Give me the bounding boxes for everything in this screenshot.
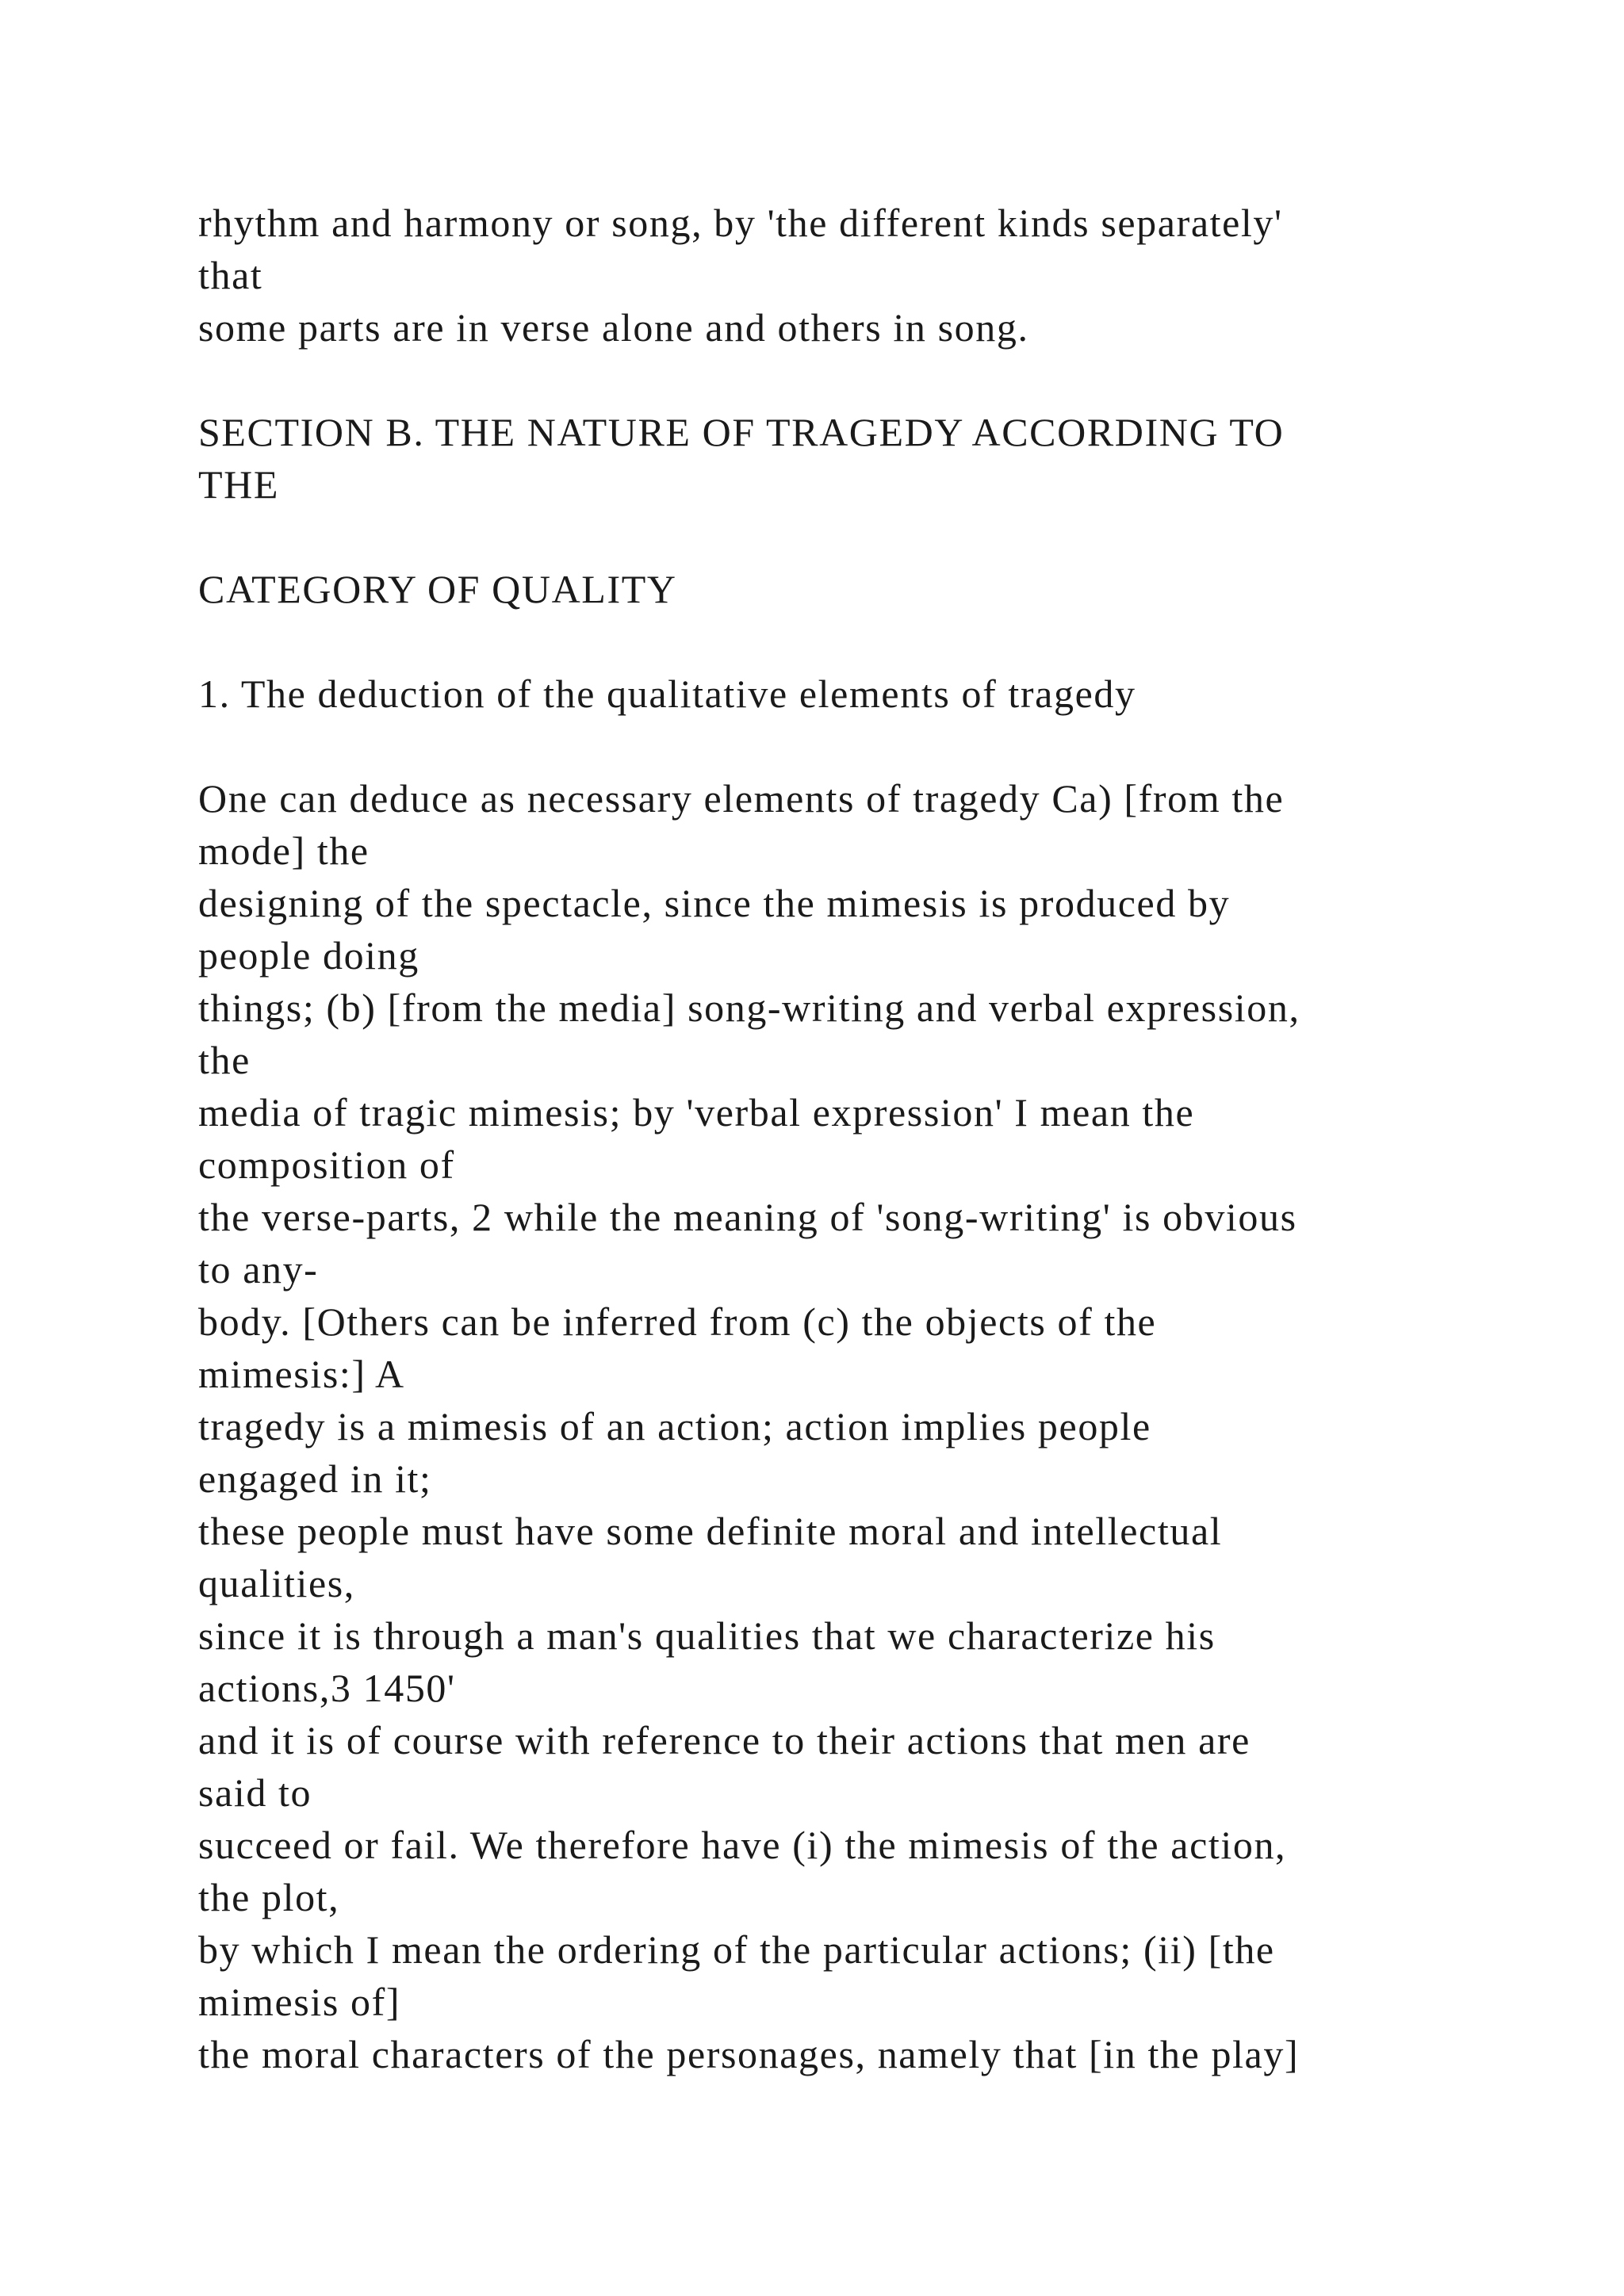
text-line: tragedy is a mimesis of an action; action implies people (198, 1404, 1151, 1448)
paragraph-intro (198, 197, 1546, 354)
text-line: the verse-parts, 2 while the meaning of 'song-writing' is obvious (198, 1195, 1297, 1239)
section-heading (198, 406, 1546, 511)
text-line: to any- (198, 1247, 319, 1292)
text-line: composition of (198, 1142, 455, 1187)
text-line: and it is of course with reference to their actions that men are (198, 1718, 1251, 1762)
text-line: that (198, 253, 263, 297)
paragraph-body (198, 772, 1546, 2080)
text-line: since it is through a man's qualities that we characterize his (198, 1613, 1216, 1658)
document-page (198, 197, 1546, 2080)
text-line: said to (198, 1770, 312, 1815)
heading-line: SECTION B. THE NATURE OF TRAGEDY ACCORDING TO (198, 410, 1285, 454)
heading-line: 1. The deduction of the qualitative elements of tragedy (198, 672, 1136, 716)
text-line: these people must have some definite moral and intellectual (198, 1509, 1223, 1553)
text-line: designing of the spectacle, since the mimesis is produced by (198, 881, 1231, 925)
text-line: the moral characters of the personages, namely that [in the play] (198, 2032, 1300, 2076)
text-line: body. [Others can be inferred from (c) the objects of the (198, 1299, 1157, 1344)
text-line: the (198, 1038, 251, 1082)
paragraph-gap (198, 615, 1546, 668)
text-line: engaged in it; (198, 1456, 432, 1501)
text-line: mimesis of] (198, 1980, 401, 2024)
text-line: succeed or fail. We therefore have (i) the mimesis of the action, (198, 1823, 1287, 1867)
text-line: things; (b) [from the media] song-writing and verbal expression, (198, 985, 1300, 1030)
text-line: rhythm and harmony or song, by 'the different kinds separately' (198, 201, 1283, 245)
text-line: actions,3 1450' (198, 1666, 456, 1710)
heading-line: THE (198, 462, 279, 507)
paragraph-gap (198, 720, 1546, 772)
text-line: qualities, (198, 1561, 355, 1605)
text-line: the plot, (198, 1875, 340, 1919)
paragraph-gap (198, 511, 1546, 563)
text-line: people doing (198, 933, 419, 978)
text-line: some parts are in verse alone and others in song. (198, 305, 1029, 350)
text-line: by which I mean the ordering of the particular actions; (ii) [the (198, 1927, 1275, 1972)
text-line: One can deduce as necessary elements of tragedy Ca) [from the (198, 776, 1285, 821)
section-subheading (198, 563, 1546, 615)
text-line: media of tragic mimesis; by 'verbal expression' I mean the (198, 1090, 1195, 1135)
text-line: mimesis:] A (198, 1352, 405, 1396)
heading-line: CATEGORY OF QUALITY (198, 567, 677, 611)
text-line: mode] the (198, 828, 370, 873)
paragraph-gap (198, 354, 1546, 406)
subsection-title (198, 668, 1546, 720)
